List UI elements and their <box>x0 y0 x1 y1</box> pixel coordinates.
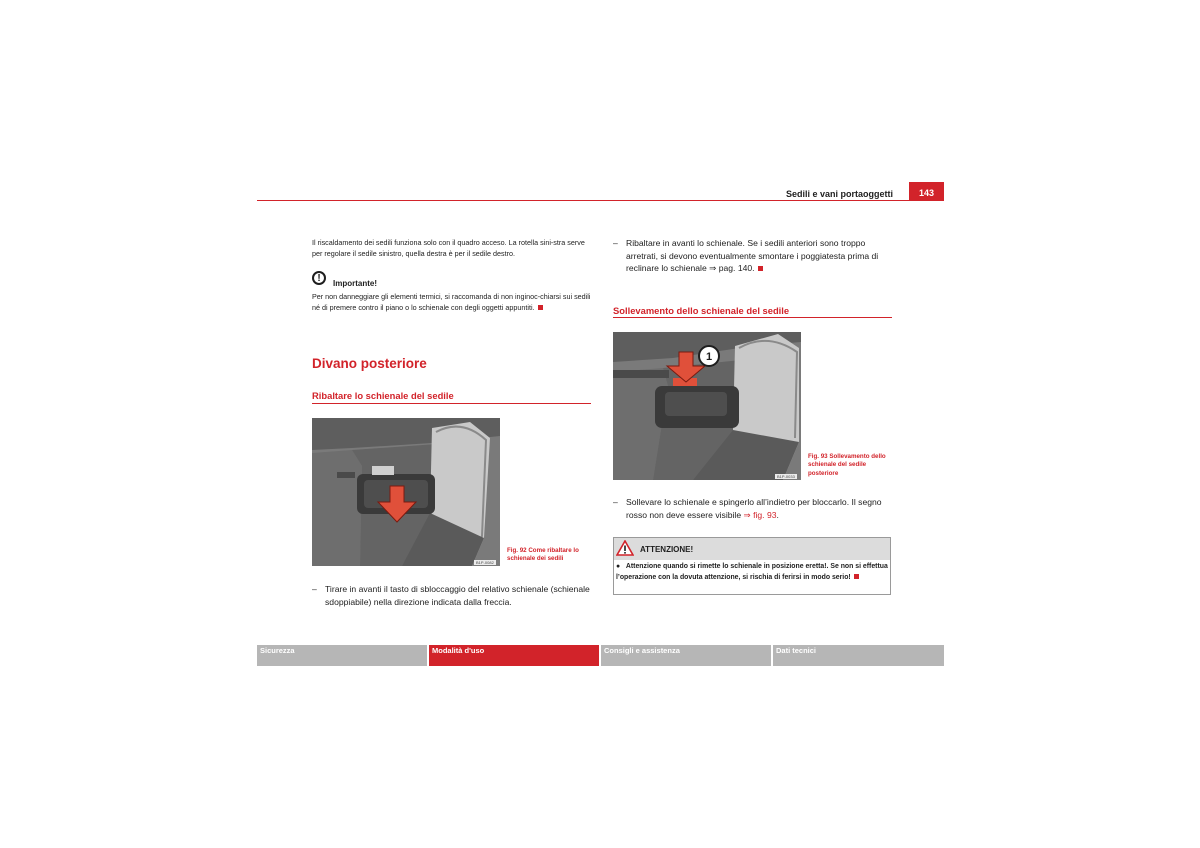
tab-modalita-duso[interactable]: Modalità d'uso <box>429 645 599 666</box>
page-number: 143 <box>909 182 944 201</box>
tab-sicurezza[interactable]: Sicurezza <box>257 645 427 666</box>
step-unlock-text: Tirare in avanti il tasto di sbloccaggio del relativo schienale (schienale sdoppiabile) nella direzione indicata dalla freccia. <box>325 584 590 607</box>
end-mark-icon <box>758 266 763 271</box>
important-icon: ! <box>312 271 326 285</box>
step-raise: – Sollevare lo schienale e spingerlo all’indietro per bloccarlo. Il segno rosso non deve essere visibile ⇒ fig. 93. <box>613 497 882 520</box>
warning-text: Attenzione quando si rimette lo schienale in posizione eretta!. Se non si effettua l’operazione con la dovuta attenzione, si rischia di ferirsi in modo serio! <box>616 563 888 581</box>
subsection-title-fold: Ribaltare lo schienale del sedile <box>312 390 454 401</box>
step-raise-text: Sollevare lo schienale e spingerlo all’indietro per bloccarlo. Il segno rosso non deve essere visibile <box>626 497 882 520</box>
tab-consigli-e-assistenza[interactable]: Consigli e assistenza <box>601 645 771 666</box>
rear-seat-illustration <box>312 418 500 566</box>
subsection-divider <box>613 317 892 318</box>
subsection-title-raise: Sollevamento dello schienale del sedile <box>613 305 790 316</box>
dash-bullet: – <box>613 238 618 248</box>
figure-92-image <box>312 418 500 566</box>
dash-bullet: – <box>613 497 618 507</box>
step-fold-text: Ribaltare in avanti lo schienale. Se i sedili anteriori sono troppo arretrati, si devono eventualmente smontare i poggiatesta prima di reclinare lo schienale <box>626 238 879 274</box>
section-title: Divano posteriore <box>312 356 427 371</box>
figure-92-code: B1P-0082 <box>476 560 494 565</box>
header-divider <box>257 200 944 201</box>
important-text: Per non danneggiare gli elementi termici, si raccomanda di non inginoc-chiarsi sui sedili né di premere contro il piano o lo schienale con degli oggetti appuntiti. <box>312 292 591 313</box>
tab-dati-tecnici[interactable]: Dati tecnici <box>773 645 944 666</box>
figure-92-caption: Fig. 92 Come ribaltare lo schienale dei sedili <box>507 547 579 563</box>
seat-raise-illustration <box>613 332 801 480</box>
dash-bullet: – <box>312 584 317 594</box>
figure-reference-link[interactable]: ⇒ fig. 93 <box>743 509 777 520</box>
figure-93-code: B1P-0033 <box>777 474 795 479</box>
intro-paragraph: Il riscaldamento dei sedili funziona solo con il quadro acceso. La rotella sini-stra serve per regolare il sedile sinistro, quella destra è per il sedile destro. <box>312 238 585 259</box>
step-fold <box>613 237 893 275</box>
bullet-icon: ● <box>616 563 626 570</box>
end-mark-icon <box>538 305 543 310</box>
step-unlock <box>312 583 592 608</box>
warning-body <box>616 562 888 584</box>
warning-label: ATTENZIONE! <box>640 545 694 554</box>
figure-93-caption: Fig. 93 Sollevamento dello schienale del sedile posteriore <box>808 453 886 477</box>
figure-93-image <box>613 332 801 480</box>
page-reference-link[interactable]: ⇒ pag. 140. <box>709 263 755 274</box>
important-label: Importante! <box>333 279 377 288</box>
important-note <box>312 291 592 314</box>
callout-1-marker: 1 <box>705 351 713 363</box>
chapter-title: Sedili e vani portaoggetti <box>785 189 893 199</box>
subsection-divider <box>312 403 591 404</box>
warning-triangle-icon <box>616 540 634 556</box>
end-mark-icon <box>854 574 859 579</box>
